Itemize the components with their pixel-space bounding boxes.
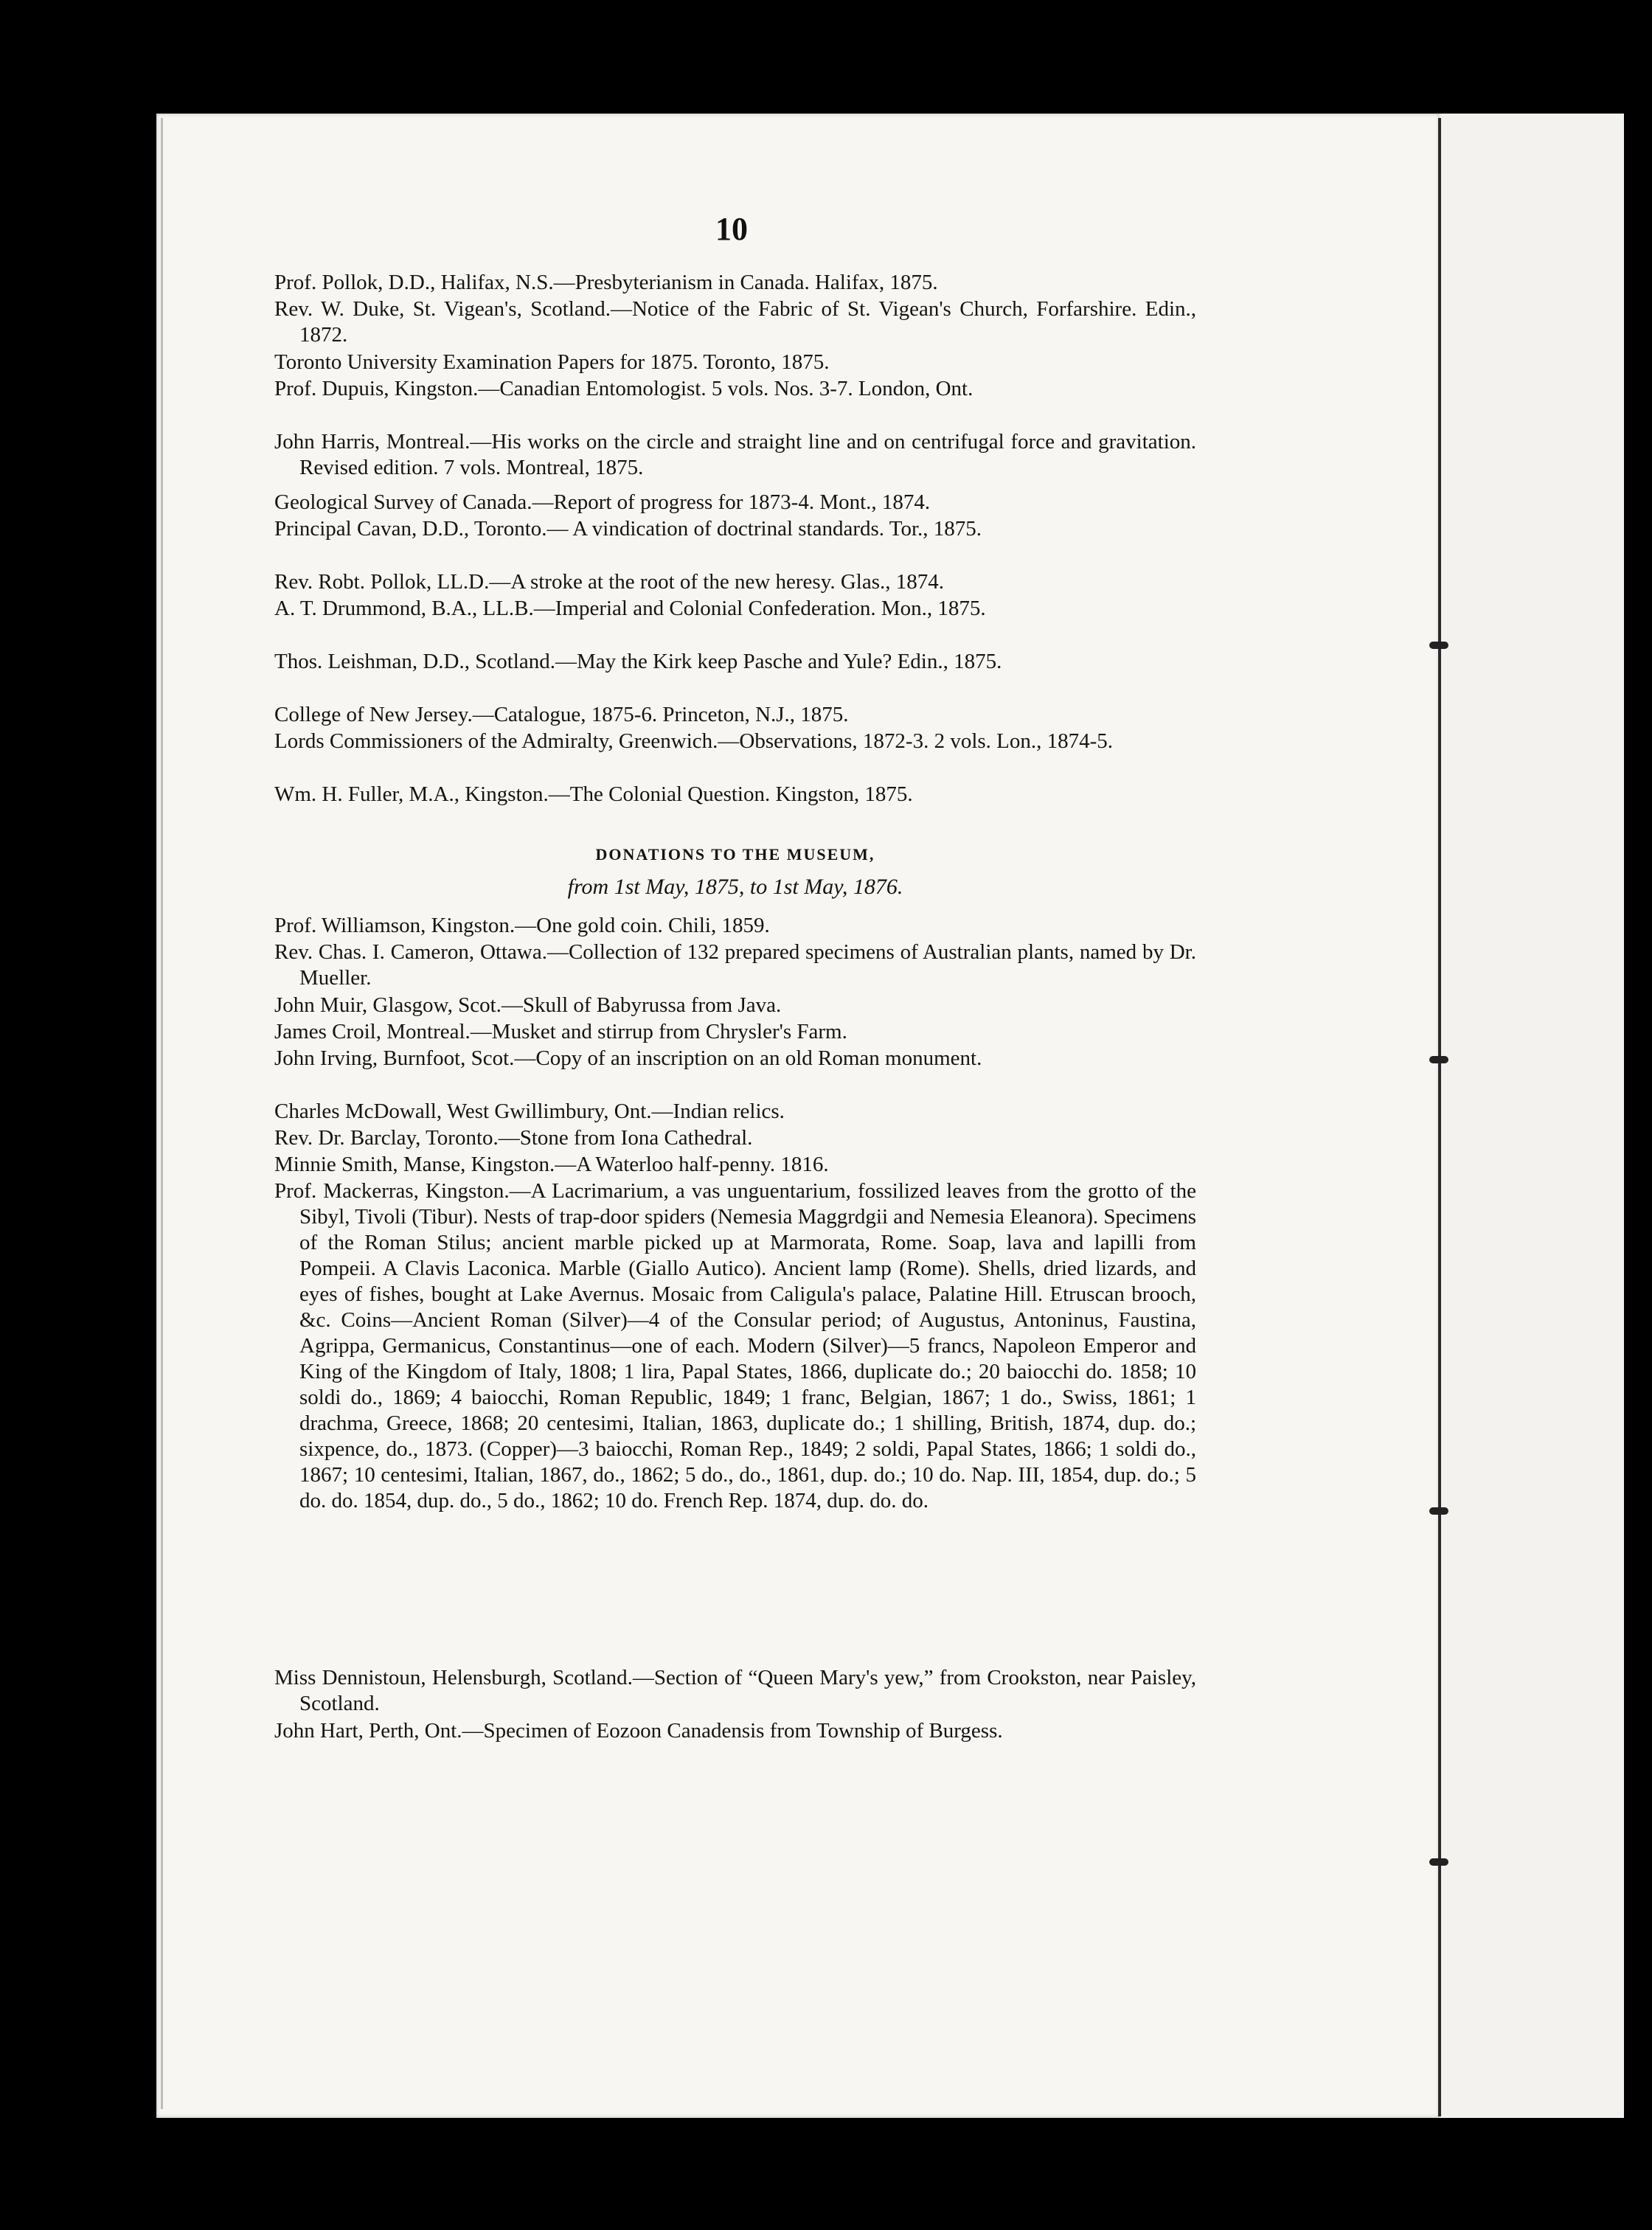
library-entry: John Harris, Montreal.—His works on the circle and straight line and on centrifugal force and gravitation. Revised edition. 7 vols. Montreal, 1875.: [274, 430, 1196, 479]
museum-entry: Prof. Williamson, Kingston.—One gold coin. Chili, 1859.: [274, 914, 770, 937]
library-entry: Principal Cavan, D.D., Toronto.— A vindication of doctrinal standards. Tor., 1875.: [274, 517, 982, 541]
library-entry: College of New Jersey.—Catalogue, 1875-6. Princeton, N.J., 1875.: [274, 703, 849, 726]
library-entry: Geological Survey of Canada.—Report of progress for 1873-4. Mont., 1874.: [274, 490, 931, 514]
page-edge: [161, 118, 163, 2109]
library-entry: Toronto University Examination Papers for 1875. Toronto, 1875.: [274, 350, 830, 374]
library-entry: Prof. Dupuis, Kingston.—Canadian Entomologist. 5 vols. Nos. 3-7. London, Ont.: [274, 377, 974, 400]
binding-knot: [1429, 1858, 1448, 1866]
binding-knot: [1429, 1507, 1448, 1515]
museum-entry: John Hart, Perth, Ont.—Specimen of Eozoon Canadensis from Township of Burgess.: [274, 1719, 1003, 1743]
library-entry: Lords Commissioners of the Admiralty, Greenwich.—Observations, 1872-3. 2 vols. Lon., 1874-5.: [274, 729, 1114, 753]
museum-entry: Rev. Chas. I. Cameron, Ottawa.—Collection of 132 prepared specimens of Australian plants, named by Dr. Mueller.: [274, 940, 1196, 990]
museum-entry: Prof. Mackerras, Kingston.—A Lacrimarium, a vas unguentarium, fossilized leaves from the grotto of the Sibyl, Tivoli (Tibur). Nests of trap-door spiders (Nemesia Maggrdgii and Nemesia Eleanora). Specimens of the Roman Stilus; ancient marble picked up at Marmorata, Rome. Soap, lava and lapilli from Pompeii. A Clavis Laconica. Marble (Giallo Autico). Ancient lamp (Rome). Shells, dried lizards, and eyes of fishes, bought at Lake Avernus. Mosaic from Caligula's palace, Palatine Hill. Etruscan brooch, &c. Coins—Ancient Roman (Silver)—4 of the Consular period; of Augustus, Antoninus, Faustina, Agrippa, Germanicus, Constantinus—one of each. Modern (Silver)—5 francs, Napoleon Emperor and King of the Kingdom of Italy, 1808; 1 lira, Papal States, 1866, duplicate do.; 20 baiocchi do. 1858; 10 soldi do., 1869; 4 baiocchi, Roman Republic, 1849; 1 franc, Belgian, 1867; 1 do., Swiss, 1861; 1 drachma, Greece, 1868; 20 centesimi, Italian, 1863, duplicate do.; 1 shilling, British, 1874, dup. do.; sixpence, do., 1873. (Copper)—3 baiocchi, Roman Rep., 1849; 2 soldi, Papal States, 1866; 1 soldi do., 1867; 10 centesimi, Italian, 1867, do., 1862; 5 do., do., 1861, dup. do.; 10 do. Nap. III, 1854, dup. do.; 5 do. do. 1854, dup. do., 5 do., 1862; 10 do. French Rep. 1874, dup. do. do.: [274, 1179, 1196, 1512]
library-entry: Wm. H. Fuller, M.A., Kingston.—The Colonial Question. Kingston, 1875.: [274, 782, 913, 806]
adjacent-page-strip: [1440, 114, 1624, 2118]
museum-heading: DONATIONS TO THE MUSEUM,: [595, 845, 875, 864]
museum-entry: Miss Dennistoun, Helensburgh, Scotland.—Section of “Queen Mary's yew,” from Crookston, near Paisley, Scotland.: [274, 1666, 1196, 1715]
museum-entry: Charles McDowall, West Gwillimbury, Ont.—Indian relics.: [274, 1100, 785, 1123]
binding-thread: [1438, 118, 1441, 2116]
museum-entry: James Croil, Montreal.—Musket and stirrup from Chrysler's Farm.: [274, 1020, 847, 1043]
museum-entry: Rev. Dr. Barclay, Toronto.—Stone from Iona Cathedral.: [274, 1126, 753, 1150]
museum-entry: John Muir, Glasgow, Scot.—Skull of Babyrussa from Java.: [274, 993, 782, 1017]
museum-entry: John Irving, Burnfoot, Scot.—Copy of an inscription on an old Roman monument.: [274, 1046, 982, 1070]
library-entry: Thos. Leishman, D.D., Scotland.—May the Kirk keep Pasche and Yule? Edin., 1875.: [274, 650, 1002, 673]
museum-entry: Minnie Smith, Manse, Kingston.—A Waterloo half-penny. 1816.: [274, 1153, 829, 1176]
library-entry: A. T. Drummond, B.A., LL.B.—Imperial and Colonial Confederation. Mon., 1875.: [274, 597, 986, 620]
library-entry: Rev. W. Duke, St. Vigean's, Scotland.—Notice of the Fabric of St. Vigean's Church, Forfarshire. Edin., 1872.: [274, 297, 1196, 347]
library-entry: Prof. Pollok, D.D., Halifax, N.S.—Presbyterianism in Canada. Halifax, 1875.: [274, 271, 938, 294]
binding-knot: [1429, 642, 1448, 649]
library-entry: Rev. Robt. Pollok, LL.D.—A stroke at the root of the new heresy. Glas., 1874.: [274, 570, 944, 594]
page-number: 10: [715, 211, 748, 247]
museum-subheading: from 1st May, 1875, to 1st May, 1876.: [567, 875, 903, 899]
binding-knot: [1429, 1056, 1448, 1063]
